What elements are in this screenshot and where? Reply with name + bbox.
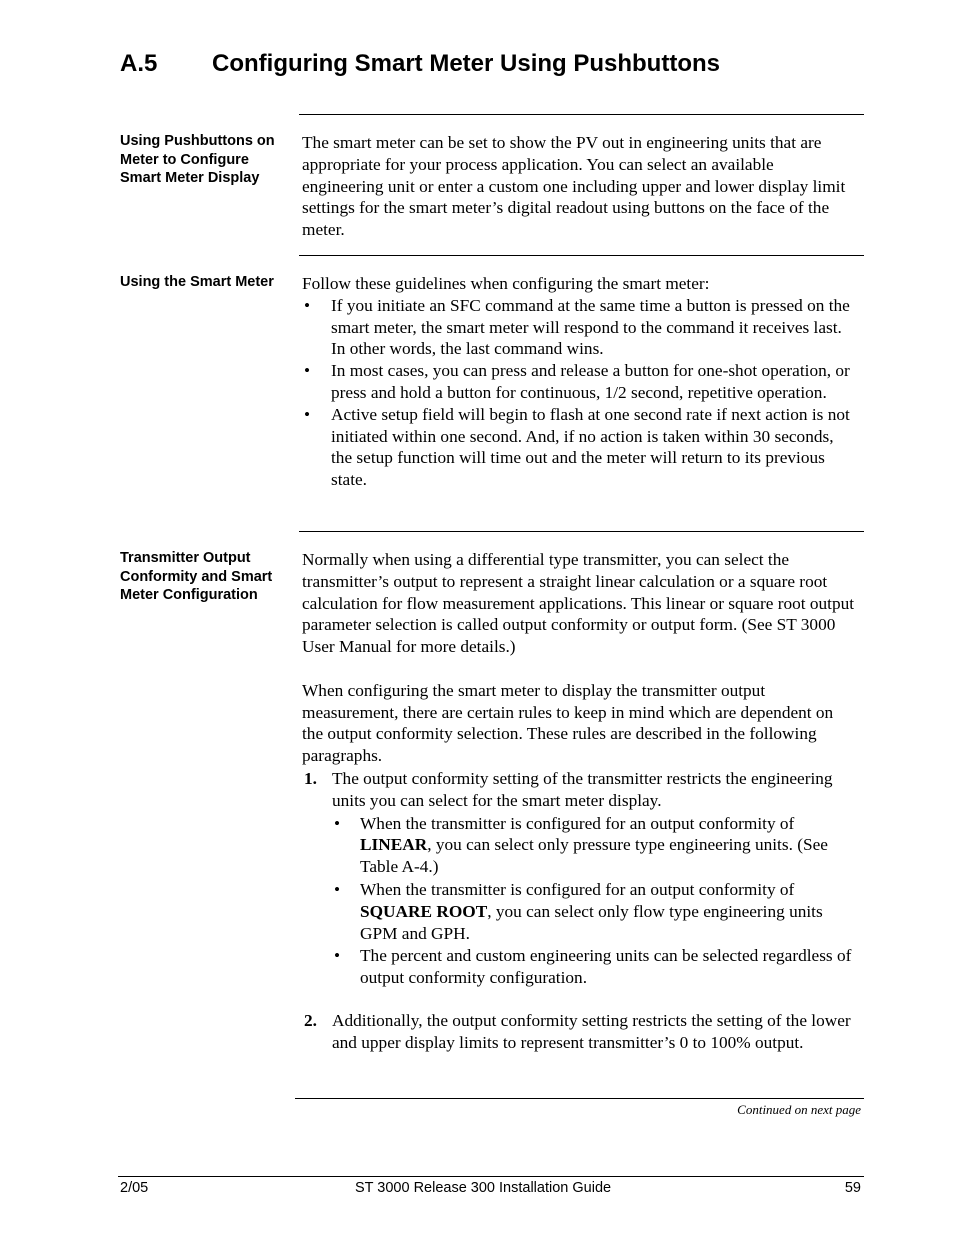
footer-title: ST 3000 Release 300 Installation Guide — [355, 1180, 612, 1196]
footer-rule — [118, 1176, 864, 1177]
sub-list-item: • The percent and custom engineering units can be selected regardless of output conformity configuration. — [334, 946, 852, 988]
section-heading — [120, 50, 720, 78]
continued-note: Continued on next page — [737, 1102, 861, 1117]
section-body-using-smart-meter — [302, 273, 858, 491]
side-heading-output-conformity: Transmitter Output Conformity and Smart Meter Configuration — [120, 550, 273, 603]
bullet-icon: • — [304, 361, 311, 381]
divider — [299, 114, 864, 115]
divider — [299, 531, 864, 532]
divider — [295, 1098, 864, 1099]
bullet-icon: • — [334, 813, 341, 833]
list-item: • If you initiate an SFC command at the same time a button is pressed on the smart meter, the smart meter will respond to the command it receives last. In other words, the last command wins. — [304, 295, 850, 359]
paragraph: Normally when using a differential type transmitter, you can select the transmitter’s output to represent a straight linear calculation or a square root calculation for flow measurement applications. This linear or square root output parameter selection is called output conformity or output form. (See ST 3000 User Manual for more details.) — [302, 550, 855, 657]
numbered-item-2: 2. Additionally, the output conformity setting restricts the setting of the lower and upper display limits to represent transmitter’s 0 to 100% output. — [304, 1010, 851, 1052]
bullet-icon: • — [304, 404, 311, 424]
section-number: A.5 — [120, 50, 158, 77]
footer-date: 2/05 — [120, 1180, 149, 1196]
bullet-icon: • — [334, 879, 341, 899]
section-title: Configuring Smart Meter Using Pushbuttons — [212, 50, 720, 77]
list-item: • In most cases, you can press and release a button for one-shot operation, or press and hold a button for continuous, 1/2 second, repetitive operation. — [304, 361, 850, 402]
list-item: • Active setup field will begin to flash at one second rate if next action is not initiated within one second. And, if no action is taken within 30 seconds, the setup function will time out and the meter will return to its previous state. — [304, 404, 850, 490]
section-body-pushbuttons — [302, 132, 858, 241]
sub-list-item: • When the transmitter is configured for an output conformity of LINEAR, you can select only pressure type engineering units. (See Table A-4.) — [334, 813, 828, 877]
section-body-output-conformity — [302, 549, 858, 1054]
side-heading-using-smart-meter: Using the Smart Meter — [120, 274, 274, 290]
bullet-icon: • — [304, 295, 311, 315]
sub-list-item: • When the transmitter is configured for an output conformity of SQUARE ROOT, you can select only flow type engineering units GPM and GPH. — [334, 879, 823, 943]
divider — [299, 255, 864, 256]
page-number: 59 — [844, 1180, 861, 1196]
numbered-item-1: 1. The output conformity setting of the transmitter restricts the engineering units you can select for the smart meter display. — [304, 768, 833, 810]
paragraph: The smart meter can be set to show the PV out in engineering units that are appropriate for your process application. You can select an available engineering unit or enter a custom one including upper and lower display limit settings for the smart meter’s digital readout using buttons on the face of the meter. — [302, 133, 846, 240]
side-heading-pushbuttons: Using Pushbuttons on Meter to Configure Smart Meter Display — [120, 133, 275, 186]
paragraph: When configuring the smart meter to display the transmitter output measurement, there are certain rules to keep in mind which are dependent on the output conformity selection. These rules are described in the following paragraphs. — [302, 680, 834, 766]
paragraph: Follow these guidelines when configuring the smart meter: — [302, 274, 710, 293]
bullet-icon: • — [334, 946, 341, 966]
